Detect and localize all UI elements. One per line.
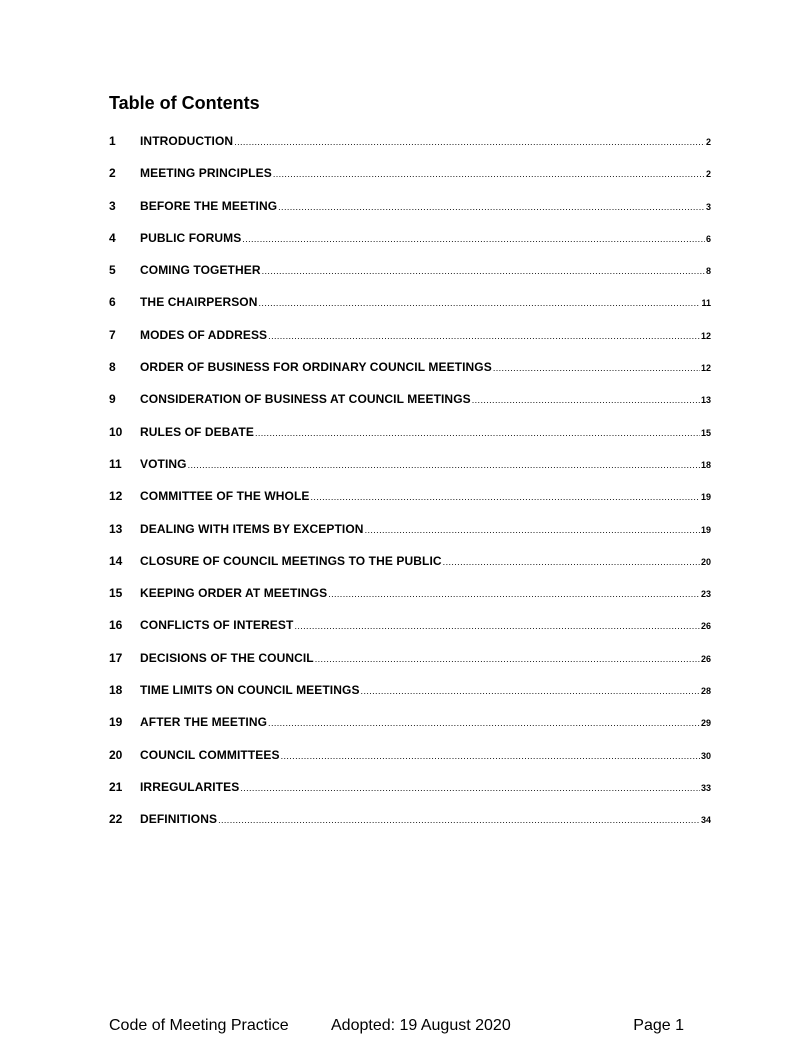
toc-entry[interactable] — [109, 457, 711, 489]
toc-dot-leader — [361, 686, 700, 696]
toc-dot-leader — [493, 363, 700, 373]
toc-entry-page: 30 — [700, 750, 711, 761]
toc-dot-leader — [443, 557, 700, 567]
toc-entry-page: 26 — [700, 653, 711, 664]
toc-entry-page: 3 — [705, 201, 711, 212]
toc-entry-label: THE CHAIRPERSON — [140, 295, 258, 310]
toc-entry[interactable] — [109, 263, 711, 295]
toc-entry-number: 14 — [109, 553, 123, 568]
toc-entry-page: 26 — [700, 621, 711, 632]
toc-entry-page: 8 — [705, 266, 711, 277]
toc-entry-page: 19 — [700, 492, 711, 503]
toc-entry-number: 3 — [109, 198, 116, 213]
toc-dot-leader — [262, 266, 705, 276]
toc-entry-page: 2 — [705, 137, 711, 147]
toc-entry-page: 34 — [700, 815, 711, 826]
toc-entry-label: RULES OF DEBATE — [140, 424, 254, 439]
toc-entry-number: 2 — [109, 166, 116, 181]
toc-entry[interactable] — [109, 651, 711, 683]
page-footer — [109, 1017, 684, 1037]
toc-entry-number: 20 — [109, 747, 123, 762]
toc-entry-number: 11 — [109, 456, 122, 471]
toc-entry-page: 6 — [705, 233, 711, 244]
toc-entry-label: INTRODUCTION — [140, 134, 234, 148]
toc-entry-page: 12 — [700, 363, 711, 374]
toc-dot-leader — [328, 589, 700, 599]
toc-entry-page: 29 — [700, 718, 711, 729]
toc-entry-label: ORDER OF BUSINESS FOR ORDINARY COUNCIL MEETINGS — [140, 360, 492, 375]
toc-entry-number: 12 — [109, 489, 123, 504]
toc-dot-leader — [294, 621, 700, 631]
toc-entry-label: IRREGULARITES — [140, 779, 240, 794]
toc-entry-label: COUNCIL COMMITTEES — [140, 747, 280, 762]
toc-entry-number: 5 — [109, 263, 116, 278]
toc-entry[interactable] — [109, 522, 711, 554]
toc-entry-page: 13 — [700, 395, 711, 406]
toc-entry-label: TIME LIMITS ON COUNCIL MEETINGS — [140, 683, 360, 698]
toc-entry-page: 28 — [700, 686, 711, 697]
toc-dot-leader — [365, 525, 700, 535]
toc-entry[interactable] — [109, 618, 711, 650]
toc-entry-number: 8 — [109, 360, 116, 375]
toc-dot-leader — [281, 751, 700, 761]
toc-entry-label: BEFORE THE MEETING — [140, 198, 278, 213]
toc-dot-leader — [472, 395, 700, 405]
toc-dot-leader — [259, 298, 701, 308]
toc-entry[interactable] — [109, 489, 711, 521]
toc-entry[interactable] — [109, 554, 711, 586]
toc-dot-leader — [278, 202, 705, 212]
toc-entry-page: 2 — [705, 169, 711, 180]
toc-entry-page: 20 — [700, 556, 711, 567]
toc-dot-leader — [218, 815, 700, 825]
toc-entry-label: DEFINITIONS — [140, 812, 218, 827]
toc-entry-label: CLOSURE OF COUNCIL MEETINGS TO THE PUBLIC — [140, 553, 442, 568]
toc-entry[interactable] — [109, 295, 711, 327]
toc-entry[interactable] — [109, 715, 711, 747]
toc-entry-page: 11 — [701, 298, 711, 309]
toc-entry[interactable] — [109, 328, 711, 360]
footer-adopted-date: Adopted: 19 August 2020 — [331, 1017, 511, 1034]
toc-title: Table of Contents — [109, 93, 260, 113]
toc-entry-label: COMING TOGETHER — [140, 263, 261, 278]
toc-dot-leader — [268, 331, 700, 341]
toc-entry[interactable] — [109, 360, 711, 392]
toc-entry[interactable] — [109, 166, 711, 198]
toc-dot-leader — [311, 492, 700, 502]
toc-entry[interactable] — [109, 812, 711, 844]
toc-entry-label: MEETING PRINCIPLES — [140, 166, 272, 181]
toc-entry-number: 19 — [109, 715, 123, 730]
toc-entry-page: 12 — [700, 330, 711, 341]
toc-entry[interactable] — [109, 683, 711, 715]
toc-dot-leader — [242, 234, 705, 244]
toc-entry-number: 22 — [109, 812, 123, 827]
toc-entry-page: 19 — [700, 524, 711, 535]
toc-entry-label: KEEPING ORDER AT MEETINGS — [140, 586, 328, 601]
toc-entry-number: 17 — [109, 650, 123, 665]
footer-document-name: Code of Meeting Practice — [109, 1017, 289, 1034]
toc-entry-number: 16 — [109, 618, 123, 633]
toc-entry[interactable] — [109, 392, 711, 424]
toc-entry[interactable] — [109, 231, 711, 263]
toc-entry-number: 4 — [109, 230, 116, 245]
toc-entry-number: 21 — [109, 779, 123, 794]
toc-entry-number: 18 — [109, 683, 123, 698]
toc-entry-label: AFTER THE MEETING — [140, 715, 268, 730]
toc-entry-page: 33 — [700, 782, 711, 793]
toc-entry-label: PUBLIC FORUMS — [140, 230, 242, 245]
toc-list — [109, 134, 711, 845]
toc-entry-number: 13 — [109, 521, 123, 536]
toc-entry-number: 9 — [109, 392, 116, 407]
toc-entry-label: CONSIDERATION OF BUSINESS AT COUNCIL MEETINGS — [140, 392, 471, 407]
toc-entry-page: 15 — [700, 427, 711, 438]
toc-entry[interactable] — [109, 134, 711, 166]
toc-entry-label: COMMITTEE OF THE WHOLE — [140, 489, 310, 504]
toc-dot-leader — [240, 783, 700, 793]
toc-entry-page: 23 — [700, 589, 711, 600]
toc-dot-leader — [268, 718, 700, 728]
toc-entry-number: 7 — [109, 327, 116, 342]
toc-entry[interactable] — [109, 199, 711, 231]
toc-entry-page: 18 — [700, 459, 711, 470]
footer-page-number: Page 1 — [633, 1017, 684, 1034]
toc-entry-label: CONFLICTS OF INTEREST — [140, 618, 294, 633]
toc-dot-leader — [273, 169, 705, 179]
toc-entry-label: VOTING — [140, 456, 187, 471]
toc-dot-leader — [234, 137, 705, 147]
toc-entry[interactable] — [109, 586, 711, 618]
toc-entry-label: MODES OF ADDRESS — [140, 327, 268, 342]
toc-entry-number: 10 — [109, 424, 123, 439]
toc-entry[interactable] — [109, 780, 711, 812]
toc-entry-label: DECISIONS OF THE COUNCIL — [140, 650, 314, 665]
toc-entry[interactable] — [109, 425, 711, 457]
toc-entry-number: 1 — [109, 134, 116, 148]
toc-entry-number: 15 — [109, 586, 123, 601]
toc-dot-leader — [315, 654, 700, 664]
toc-dot-leader — [255, 428, 700, 438]
toc-dot-leader — [188, 460, 700, 470]
toc-entry-label: DEALING WITH ITEMS BY EXCEPTION — [140, 521, 364, 536]
toc-entry-number: 6 — [109, 295, 116, 310]
toc-entry[interactable] — [109, 748, 711, 780]
